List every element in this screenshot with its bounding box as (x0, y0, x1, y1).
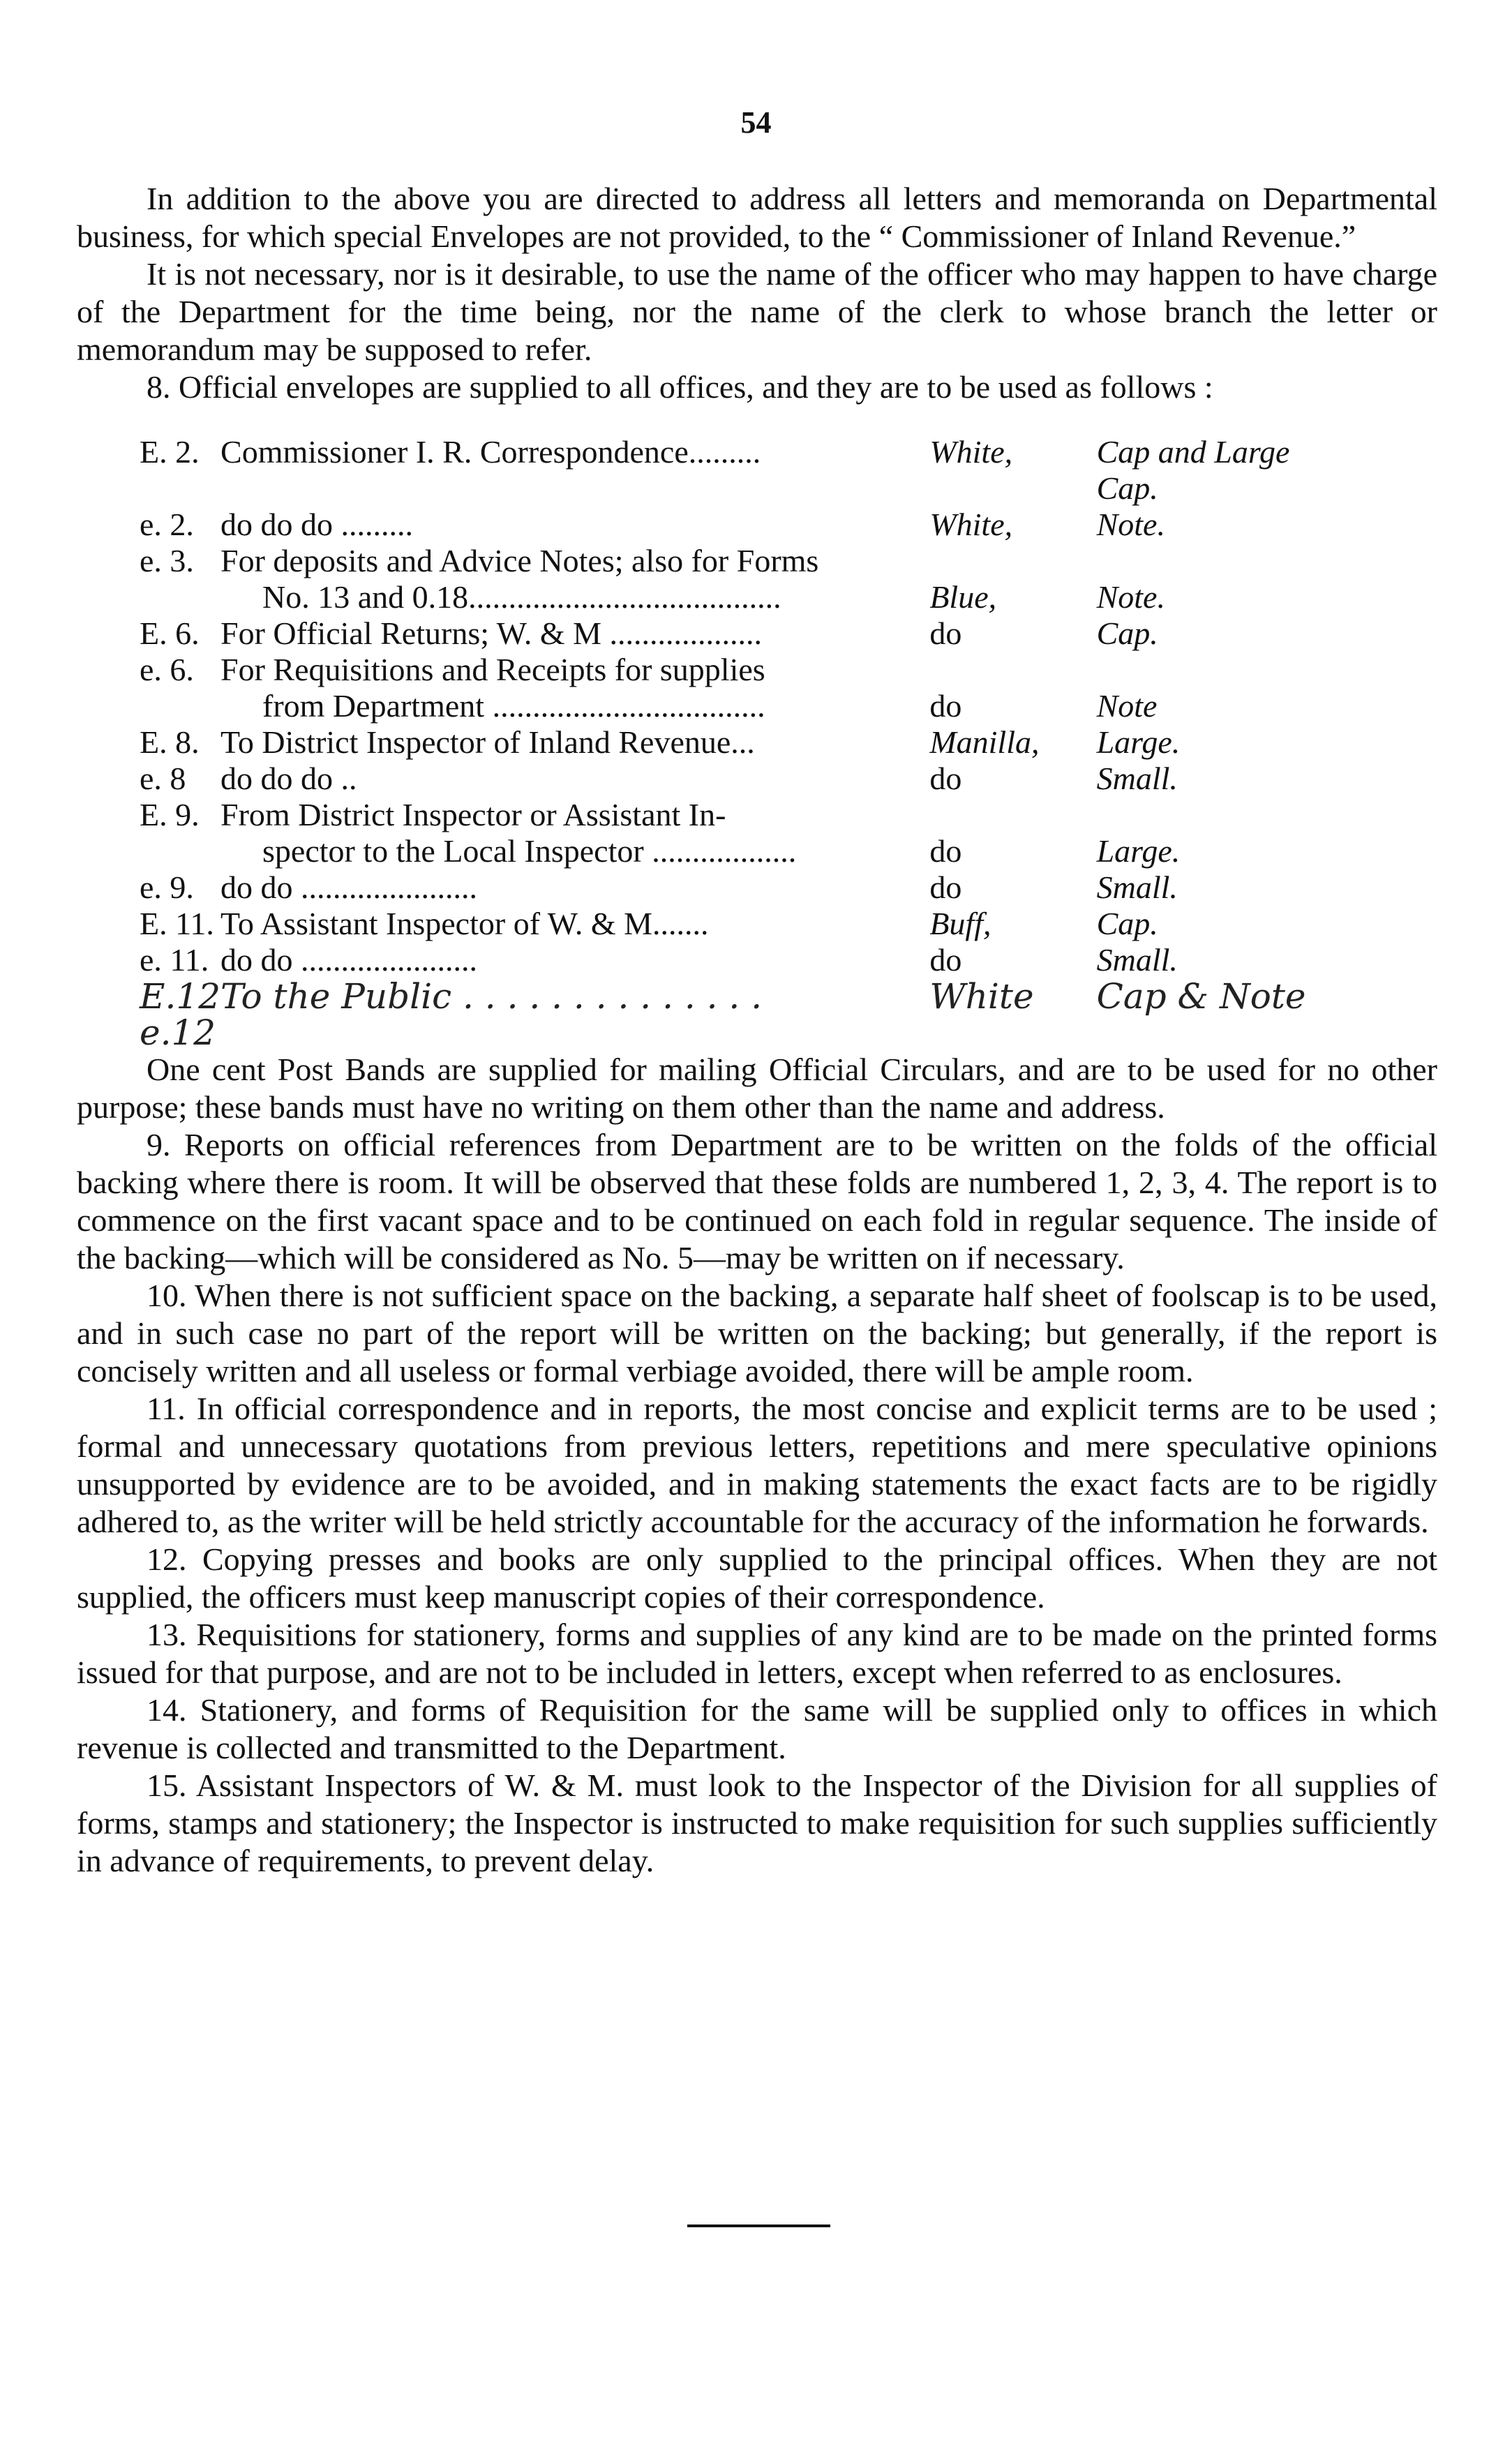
envelope-colour: do (929, 761, 962, 796)
envelope-code: e. 6. (140, 652, 194, 687)
envelope-colour: do (929, 615, 962, 651)
envelope-description (220, 507, 929, 543)
envelope-size: Small. (1096, 869, 1178, 905)
body-paragraph-13: 13. Requisitions for stationery, forms and supplies of any kind are to be made on the printed forms issued for that purpose, and are not to be included in letters, except when referred to as enclosures. (77, 1617, 1437, 1690)
envelope-row (140, 507, 1312, 543)
envelope-size: Large. (1096, 833, 1181, 869)
envelope-size: Small. (1096, 942, 1178, 978)
intro-paragraph-1: In addition to the above you are directed to address all letters and memoranda on Departmental business, for which special Envelopes are not provided, to the “ Commissioner of Inland Revenue.” (77, 181, 1437, 254)
envelope-colour: Manilla, (929, 724, 1040, 760)
envelope-row (140, 434, 1312, 507)
intro-paragraph-2: It is not necessary, nor is it desirable, to use the name of the officer who may happen to have charge of the Department for the time being, nor the name of the clerk to whose branch the letter or memorandum may be supposed to refer. (77, 256, 1437, 367)
envelope-description (220, 543, 929, 615)
envelope-size: Small. (1096, 761, 1178, 796)
envelope-size: Cap and Large Cap. (1096, 434, 1290, 506)
envelope-code: E. 6. (140, 615, 200, 651)
envelope-code: e. 8 (140, 761, 186, 796)
envelope-description-text: From District Inspector or Assistant In- (220, 797, 726, 832)
envelope-colour: Blue, (929, 579, 997, 615)
envelope-size: Note (1096, 688, 1158, 724)
envelope-colour: do (929, 869, 962, 905)
envelope-row (140, 652, 1312, 724)
page-text (77, 180, 1437, 1880)
envelope-size: Cap. (1096, 615, 1158, 651)
handwritten-description: To the Public . . . . . . . . . . . . . . (220, 976, 763, 1017)
envelope-description (220, 869, 929, 906)
handwritten-entry (140, 978, 1312, 1051)
envelope-code: E. 8. (140, 724, 200, 760)
handwritten-code: E.12 e.12 (140, 976, 221, 1053)
envelope-row (140, 724, 1312, 761)
envelope-table (140, 434, 1312, 1051)
body-paragraph-post-bands: One cent Post Bands are supplied for mailing Official Circulars, and are to be used for no other purpose; these bands must have no writing on them other than the name and address. (77, 1052, 1437, 1125)
envelope-row (140, 761, 1312, 797)
envelope-description-text: do do do ......... (220, 507, 414, 542)
envelope-code: e. 2. (140, 507, 194, 542)
envelope-colour: Buff, (929, 906, 991, 941)
envelope-size: Note. (1096, 507, 1165, 542)
envelope-description-text: To Assistant Inspector of W. & M....... (220, 906, 709, 941)
body-paragraph-12: 12. Copying presses and books are only supplied to the principal offices. When they are not supplied, the officers must keep manuscript copies of their correspondence. (77, 1541, 1437, 1615)
envelope-size: Large. (1096, 724, 1181, 760)
envelope-description-text: Commissioner I. R. Correspondence......... (220, 434, 761, 470)
envelope-row (140, 543, 1312, 615)
envelope-description-text: For deposits and Advice Notes; also for Forms (220, 543, 819, 578)
body-paragraph-11: 11. In official correspondence and in reports, the most concise and explicit terms are to be used ; formal and unnecessary quotations from previous letters, repetitions and mere speculative opinions unsupported by evidence are to be avoided, and in making statements the exact facts are to be rigidly adhered to, as the writer will be held strictly accountable for the accuracy of the information he forwards. (77, 1391, 1437, 1539)
closing-rule (687, 2224, 830, 2227)
envelope-colour: White, (929, 434, 1013, 470)
page-number: 54 (740, 105, 772, 140)
envelope-description (220, 761, 929, 797)
envelope-row (140, 615, 1312, 652)
envelope-code: E. 2. (140, 434, 200, 470)
body-paragraph-10: 10. When there is not sufficient space on the backing, a separate half sheet of foolscap is to be used, and in such case no part of the report will be written on the backing; but generally, if the report is concisely written and all useless or formal verbiage avoided, there will be ample room. (77, 1278, 1437, 1389)
envelope-size: Cap. (1096, 906, 1158, 941)
body-paragraph-14: 14. Stationery, and forms of Requisition for the same will be supplied only to offices in which revenue is collected and transmitted to the Department. (77, 1692, 1437, 1765)
envelope-description (220, 724, 929, 761)
envelope-description (220, 797, 929, 869)
body-paragraph-9: 9. Reports on official references from Department are to be written on the folds of the official backing where there is room. It will be observed that these folds are numbered 1, 2, 3, 4. The report is to commence on the first vacant space and to be continued on each fold in regular sequence. The inside of the backing—which will be considered as No. 5—may be written on if necessary. (77, 1127, 1437, 1276)
envelope-code: e. 9. (140, 869, 194, 905)
envelope-code: E. 11. (140, 906, 214, 941)
intro-paragraph-3: 8. Official envelopes are supplied to all offices, and they are to be used as follows : (147, 369, 1213, 405)
envelope-colour: do (929, 688, 962, 724)
envelope-row (140, 906, 1312, 942)
envelope-description-text: To District Inspector of Inland Revenue... (220, 724, 755, 760)
envelope-colour: do (929, 833, 962, 869)
envelope-description-text: do do do .. (220, 761, 357, 796)
envelope-description (220, 652, 929, 724)
envelope-description-continued: No. 13 and 0.18....................................... (262, 579, 781, 615)
envelope-description-text: For Official Returns; W. & M ................... (220, 615, 763, 651)
handwritten-size: Cap & Note (1096, 976, 1306, 1017)
envelope-description-text: For Requisitions and Receipts for supplies (220, 652, 765, 687)
envelope-colour: White, (929, 507, 1013, 542)
envelope-description-continued: from Department .................................. (262, 688, 765, 724)
envelope-description (220, 434, 929, 507)
envelope-row (140, 942, 1312, 978)
envelope-description-text: do do ...................... (220, 942, 478, 978)
envelope-size: Note. (1096, 579, 1165, 615)
envelope-description (220, 942, 929, 978)
envelope-description (220, 615, 929, 652)
envelope-code: E. 9. (140, 797, 200, 832)
envelope-description-continued: spector to the Local Inspector .................. (262, 833, 797, 869)
envelope-colour: do (929, 942, 962, 978)
envelope-row (140, 797, 1312, 869)
handwritten-colour: White (929, 976, 1034, 1017)
envelope-code: e. 3. (140, 543, 194, 578)
envelope-code: e. 11. (140, 942, 209, 978)
envelope-description (220, 906, 929, 942)
body-paragraph-15: 15. Assistant Inspectors of W. & M. must look to the Inspector of the Division for all supplies of forms, stamps and stationery; the Inspector is instructed to make requisition for such supplies sufficiently in advance of requirements, to prevent delay. (77, 1767, 1437, 1878)
envelope-description-text: do do ...................... (220, 869, 478, 905)
envelope-row (140, 869, 1312, 906)
